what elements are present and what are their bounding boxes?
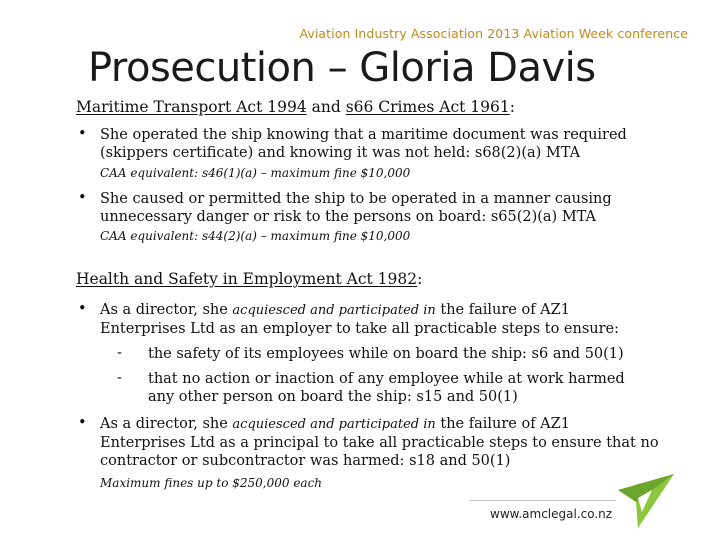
bullet-prefix: As a director, she (100, 302, 233, 318)
crimes-act-name: s66 Crimes Act 1961 (345, 98, 510, 116)
dash-marker: - (117, 345, 122, 361)
bullet-italic: acquiesced and participated in (232, 303, 436, 318)
caa-equivalent-note-1: CAA equivalent: s46(1)(a) – maximum fine $10,000 (100, 166, 411, 180)
fines-note: Maximum fines up to $250,000 each (100, 476, 323, 490)
bullet-marker: • (78, 415, 87, 431)
bullet-italic: acquiesced and participated in (232, 417, 436, 432)
heading-colon: : (509, 98, 515, 116)
paper-plane-logo-icon (616, 470, 676, 530)
health-bullet-2 (100, 415, 660, 470)
health-act-name: Health and Safety in Employment Act 1982 (76, 270, 418, 288)
bullet-marker: • (78, 190, 87, 206)
heading-colon: : (417, 270, 423, 288)
health-subitem-1: the safety of its employees while on board the ship: s6 and 50(1) (148, 346, 624, 362)
conference-header: Aviation Industry Association 2013 Aviation Week conference (299, 26, 688, 41)
maritime-bullet-2: She caused or permitted the ship to be operated in a manner causing unnecessary danger or risk to the persons on board: s65(2)(a) MTA (100, 191, 612, 225)
dash-marker: - (117, 370, 122, 386)
maritime-heading (76, 98, 515, 116)
slide-title: Prosecution – Gloria Davis (88, 45, 596, 91)
health-subitem-2: that no action or inaction of any employee while at work harmed any other person on board the ship: s15 and 50(1) (148, 371, 625, 405)
bullet-suffix: the failure of AZ1 Enterprises Ltd as a principal to take all practicable steps to ensure that no contractor or subcontractor was harmed: s18 and 50(1) (100, 416, 659, 469)
maritime-act-name: Maritime Transport Act 1994 (76, 98, 307, 116)
bullet-prefix: As a director, she (100, 416, 233, 432)
bullet-marker: • (78, 126, 87, 142)
health-bullet-1 (100, 301, 660, 338)
bullet-suffix: the failure of AZ1 Enterprises Ltd as an employer to take all practicable steps to ensure: (100, 302, 620, 337)
maritime-bullet-1: She operated the ship knowing that a maritime document was required (skippers certificate) and knowing it was not held: s68(2)(a) MTA (100, 127, 627, 161)
footer-url: www.amclegal.co.nz (490, 507, 613, 521)
heading-and: and (306, 98, 346, 116)
health-heading (76, 270, 422, 288)
caa-equivalent-note-2: CAA equivalent: s44(2)(a) – maximum fine $10,000 (100, 229, 411, 243)
bullet-marker: • (78, 301, 87, 317)
footer-divider (470, 500, 616, 501)
